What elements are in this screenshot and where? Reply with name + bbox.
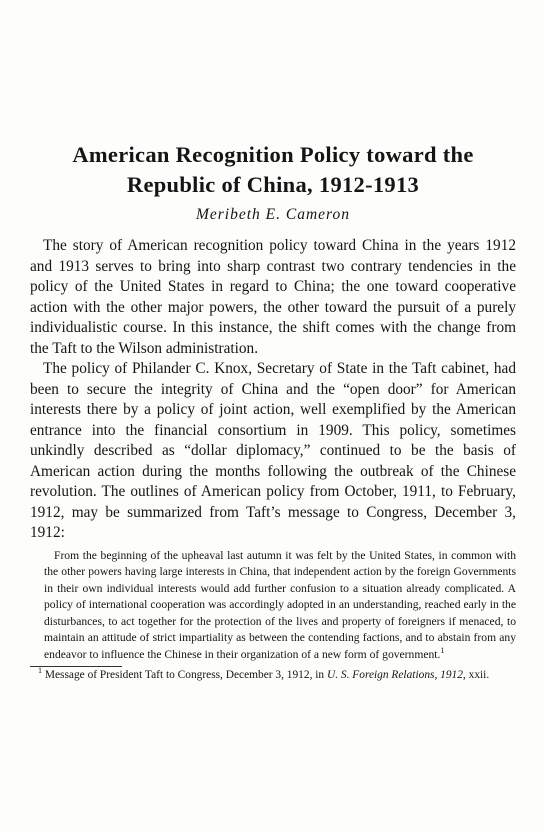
footnote-marker: 1: [38, 665, 42, 675]
quote-body: From the beginning of the upheaval last autumn it was felt by the United States, in common with the other powers having large interests in China, that independent action by the foreign Governments in their own individual interests would add further confusion to a situation already complicated. A policy of international cooperation was accordingly adopted in an understanding, reached early in the disturbances, to act together for the protection of the lives and property of foreigners if menaced, to maintain an attitude of strict impartiality as between the contending factions, and to abstain from any endeavor to influence the Chinese in their organization of a new form of government.: [44, 548, 516, 662]
article-body: [30, 236, 516, 544]
footnote-text: Message of President Taft to Congress, December 3, 1912, in: [44, 668, 327, 681]
footnote: [30, 665, 516, 683]
paragraph: The policy of Philander C. Knox, Secretary of State in the Taft cabinet, had been to secure the integrity of China and the “open door” for American interests there by a policy of joint action, well exemplified by the American entrance into the financial consortium in 1909. This policy, sometimes unkindly described as “dollar diplomacy,” continued to be the basis of American action during the months following the outbreak of the Chinese revolution. The outlines of American policy from October, 1911, to February, 1912, may be summarized from Taft’s message to Congress, December 3, 1912:: [30, 360, 516, 541]
paragraph: The story of American recognition policy toward China in the years 1912 and 1913 serves to bring into sharp contrast two contrary tendencies in the policy of the United States in regard to China; the one toward cooperative action with the other major powers, the other toward the pursuit of a purely individualistic course. In this instance, the shift comes with the change from the Taft to the Wilson administration.: [30, 237, 516, 357]
footnote-reference[interactable]: 1: [440, 646, 445, 656]
block-quote: [30, 548, 516, 664]
author-name: Meribeth E. Cameron: [195, 206, 351, 223]
footnote-divider: [30, 666, 122, 667]
article-title: [30, 140, 516, 200]
title-line-2: Republic of China, 1912-1913: [126, 172, 420, 197]
quote-text: [44, 548, 516, 664]
title-line-1: American Recognition Policy toward the: [72, 142, 474, 167]
footnote-suffix: , xxii.: [462, 668, 490, 681]
footnote-source: U. S. Foreign Relations, 1912: [326, 668, 463, 681]
article-page: [30, 140, 516, 683]
